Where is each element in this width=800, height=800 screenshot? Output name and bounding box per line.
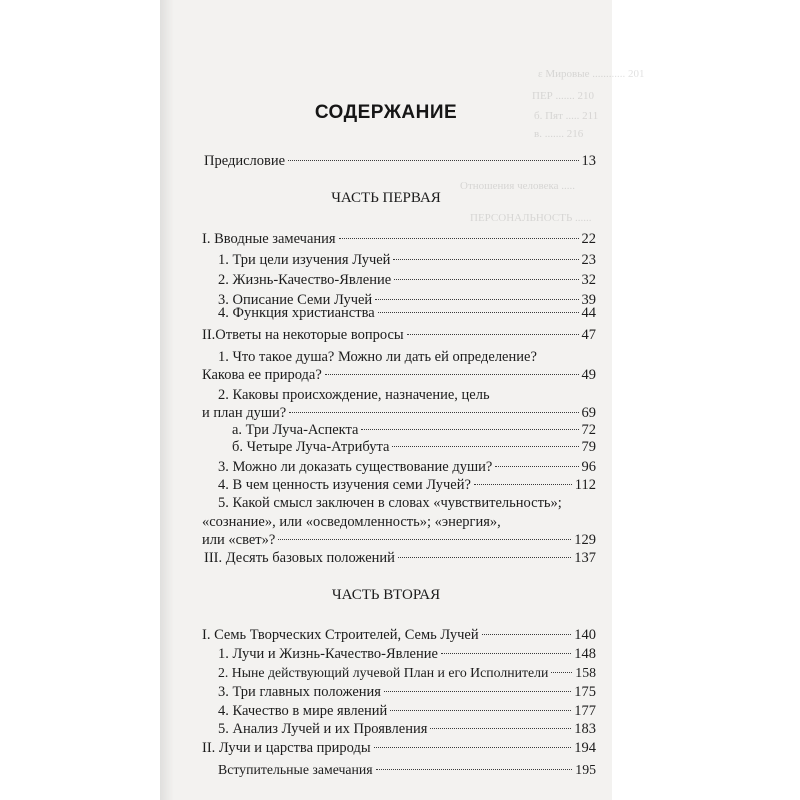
toc-entry-page: 23	[581, 252, 596, 268]
leader-dots	[551, 672, 572, 673]
toc-entry[interactable]	[202, 404, 596, 422]
toc-entry-page: 32	[581, 272, 596, 288]
toc-entry-label: 2. Ныне действующий лучевой План и его Исполнители	[218, 665, 549, 680]
toc-entry-label: 5. Анализ Лучей и их Проявления	[218, 721, 428, 737]
toc-entry-page: 183	[574, 721, 596, 737]
toc-entry-page: 195	[575, 762, 596, 777]
toc-entry-page: 194	[574, 740, 596, 756]
toc-entry-label: 4. Функция христианства	[218, 305, 375, 321]
leader-dots	[392, 446, 578, 447]
toc-entry[interactable]	[218, 664, 596, 682]
toc-entry-page: 158	[575, 665, 596, 680]
toc-entry[interactable]	[202, 739, 596, 757]
leader-dots	[394, 279, 578, 280]
toc-entry-label: 4. Качество в мире явлений	[218, 703, 388, 719]
book-page	[160, 0, 645, 800]
toc-entry-label: 3. Описание Семи Лучей	[218, 292, 373, 308]
toc-entry-label-line[interactable]: 2. Каковы происхождение, назначение, цель	[218, 387, 490, 403]
toc-entry-label: Какова ее природа?	[202, 367, 322, 383]
toc-entry-label-line[interactable]: 1. Что такое душа? Можно ли дать ей определение?	[218, 349, 537, 365]
toc-entry[interactable]	[218, 702, 596, 720]
toc-entry-label: 3. Можно ли доказать существование души?	[218, 459, 493, 475]
toc-entry-page: 44	[581, 305, 596, 321]
toc-entry-page: 72	[581, 422, 596, 438]
leader-dots	[376, 769, 573, 770]
toc-entry[interactable]	[218, 458, 596, 476]
leader-dots	[398, 557, 571, 558]
toc-entry[interactable]	[202, 531, 596, 549]
toc-entry-label: 3. Три главных положения	[218, 684, 381, 700]
toc-entry[interactable]	[218, 720, 596, 738]
toc-entry-label: Вступительные замечания	[218, 762, 373, 777]
toc-entry[interactable]	[218, 304, 596, 322]
leader-dots	[441, 653, 571, 654]
leader-dots	[339, 238, 579, 239]
toc-entry-label: II. Лучи и царства природы	[202, 740, 371, 756]
show-through: ε Мировые ............ 201	[538, 68, 645, 80]
leader-dots	[325, 374, 579, 375]
leader-dots	[289, 412, 578, 413]
show-through: Отношения человека .....	[460, 180, 576, 192]
toc-entry-label: 1. Лучи и Жизнь-Качество-Явление	[218, 646, 438, 662]
toc-entry-page: 39	[581, 292, 596, 308]
leader-dots	[474, 484, 572, 485]
toc-entry[interactable]	[232, 438, 596, 456]
toc-entry-page: 112	[574, 477, 596, 493]
toc-entry-page: 148	[574, 646, 596, 662]
toc-entry-label: 2. Жизнь-Качество-Явление	[218, 272, 392, 288]
toc-entry-page: 129	[574, 532, 596, 548]
toc-entry-page: 79	[581, 439, 596, 455]
toc-entry-page: 175	[574, 684, 596, 700]
toc-entry-page: 140	[574, 627, 596, 643]
leader-dots	[390, 710, 571, 711]
toc-entry[interactable]	[218, 683, 596, 701]
leader-dots	[288, 160, 578, 161]
leader-dots	[482, 634, 572, 635]
toc-entry-page: 22	[581, 231, 596, 247]
toc-entry[interactable]	[202, 366, 596, 384]
leader-dots	[374, 747, 572, 748]
toc-entry[interactable]	[218, 761, 596, 779]
toc-entry-label: I. Семь Творческих Строителей, Семь Лучей	[202, 627, 479, 643]
toc-entry-page: 137	[574, 550, 596, 566]
leader-dots	[278, 539, 571, 540]
leader-dots	[361, 429, 578, 430]
leader-dots	[384, 691, 571, 692]
leader-dots	[407, 334, 579, 335]
toc-entry-label: I. Вводные замечания	[202, 231, 336, 247]
part-one-heading: ЧАСТЬ ПЕРВАЯ	[331, 190, 441, 206]
leader-dots	[375, 299, 578, 300]
toc-entry-label: и план души?	[202, 405, 287, 421]
toc-entry-label: Предисловие	[204, 153, 286, 169]
toc-entry-label: 1. Три цели изучения Лучей	[218, 252, 391, 268]
leader-dots	[495, 466, 578, 467]
part-two-heading: ЧАСТЬ ВТОРАЯ	[331, 587, 441, 603]
leader-dots	[378, 312, 579, 313]
toc-entry-label: II.Ответы на некоторые вопросы	[202, 327, 404, 343]
toc-entry[interactable]	[232, 421, 596, 439]
toc-entry[interactable]	[202, 626, 596, 644]
toc-entry-page: 96	[581, 459, 596, 475]
toc-entry[interactable]	[204, 549, 596, 567]
toc-entry[interactable]	[202, 230, 596, 248]
toc-entry[interactable]	[218, 645, 596, 663]
show-through: б. Пят ..... 211	[534, 110, 599, 122]
toc-entry[interactable]	[218, 476, 596, 494]
toc-entry-page: 177	[574, 703, 596, 719]
page-title: СОДЕРЖАНИЕ	[314, 102, 458, 123]
toc-entry-page: 47	[581, 327, 596, 343]
toc-entry[interactable]	[218, 251, 596, 269]
toc-entry-label-line[interactable]: «сознание», или «осведомленность»; «энергия»,	[202, 514, 501, 530]
toc-entry-label-line[interactable]: 5. Какой смысл заключен в словах «чувствительность»;	[218, 495, 562, 511]
toc-entry-page: 69	[581, 405, 596, 421]
leader-dots	[393, 259, 578, 260]
leader-dots	[430, 728, 571, 729]
show-through: ПЕР ....... 210	[532, 90, 595, 102]
toc-entry-label: или «свет»?	[202, 532, 276, 548]
show-through: ПЕРСОНАЛЬНОСТЬ ......	[470, 212, 592, 224]
toc-entry-label: 4. В чем ценность изучения семи Лучей?	[218, 477, 471, 493]
toc-entry-label: а. Три Луча-Аспекта	[232, 422, 359, 438]
toc-entry[interactable]	[202, 326, 596, 344]
toc-entry-page: 49	[581, 367, 596, 383]
toc-entry[interactable]	[218, 271, 596, 289]
show-through: в. ....... 216	[534, 128, 584, 140]
toc-entry-label: б. Четыре Луча-Атрибута	[232, 439, 390, 455]
toc-entry-preface[interactable]	[204, 152, 596, 170]
toc-entry-page: 13	[581, 153, 596, 169]
toc-entry-label: III. Десять базовых положений	[204, 550, 395, 566]
